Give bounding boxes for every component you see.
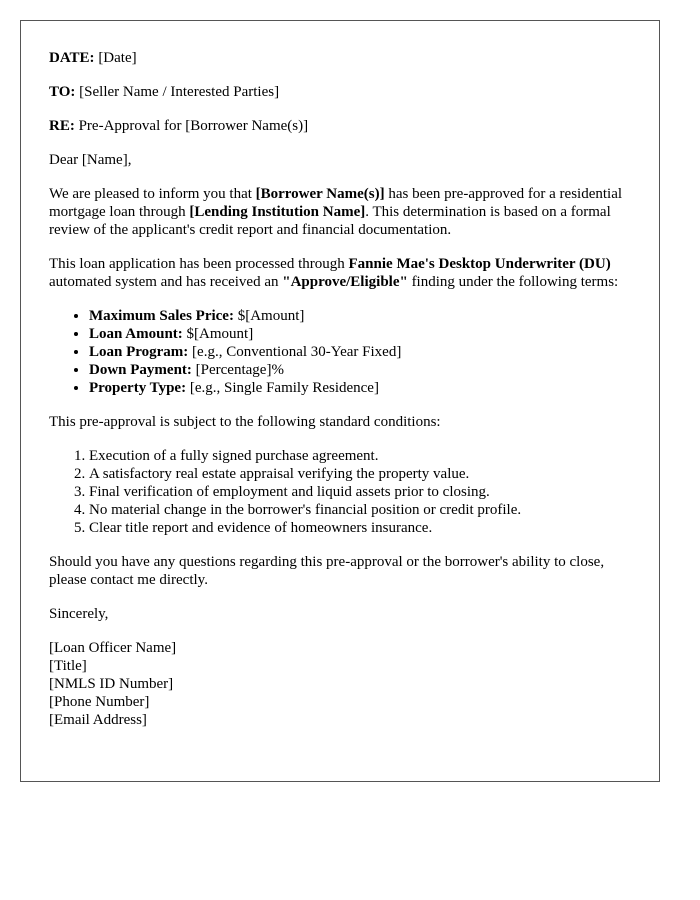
list-item <box>89 325 631 343</box>
term-label: Maximum Sales Price: <box>89 308 234 324</box>
borrower-name: [Borrower Name(s)] <box>255 186 385 202</box>
conditions-intro: This pre-approval is subject to the following standard conditions: <box>49 414 441 430</box>
intro-text-1: We are pleased to inform you that <box>49 186 256 202</box>
term-value: [e.g., Conventional 30-Year Fixed] <box>188 344 402 360</box>
term-label: Down Payment: <box>89 362 192 378</box>
list-item: 1. Execution of a fully signed purchase agreement. <box>89 447 631 465</box>
letter <box>20 20 660 782</box>
lending-institution: [Lending Institution Name] <box>189 204 366 220</box>
closing-paragraph: Should you have any questions regarding this pre-approval or the borrower's ability to close, please contact me directly. <box>49 554 605 588</box>
to-line <box>49 83 631 101</box>
officer-title: [Title] <box>49 658 87 674</box>
list-item <box>89 379 631 397</box>
du-text-2: automated system and has received an <box>49 274 283 290</box>
re-value: Pre-Approval for [Borrower Name(s)] <box>74 118 309 134</box>
date-line <box>49 49 631 67</box>
du-text-1: This loan application has been processed through <box>49 256 349 272</box>
term-value: [Percentage]% <box>191 362 284 378</box>
signoff: Sincerely, <box>49 606 109 622</box>
list-item <box>89 307 631 325</box>
du-system-name: Fannie Mae's Desktop Underwriter (DU) <box>348 256 611 272</box>
term-label: Property Type: <box>89 380 187 396</box>
intro-text-2: has been pre-approved for a residential mortgage loan through <box>49 186 623 220</box>
to-label: TO: <box>49 84 76 100</box>
term-value: $[Amount] <box>182 326 254 342</box>
to-value: [Seller Name / Interested Parties] <box>75 84 280 100</box>
email-address: [Email Address] <box>49 712 147 728</box>
intro-paragraph <box>49 185 631 239</box>
list-item <box>89 361 631 379</box>
salutation: Dear [Name], <box>49 152 132 168</box>
intro-text-3: . This determination is based on a formal review of the applicant's credit report and financial documentation. <box>49 204 611 238</box>
terms-list <box>49 307 631 397</box>
conditions-list <box>49 447 631 537</box>
phone-number: [Phone Number] <box>49 694 150 710</box>
du-paragraph <box>49 255 631 291</box>
nmls-id: [NMLS ID Number] <box>49 676 174 692</box>
list-item: 5. Clear title report and evidence of homeowners insurance. <box>89 519 631 537</box>
list-item: 2. A satisfactory real estate appraisal verifying the property value. <box>89 465 631 483</box>
list-item <box>89 343 631 361</box>
term-label: Loan Program: <box>89 344 189 360</box>
re-line <box>49 117 631 135</box>
date-value: [Date] <box>94 50 137 66</box>
du-text-3: finding under the following terms: <box>407 274 619 290</box>
term-label: Loan Amount: <box>89 326 183 342</box>
date-label: DATE: <box>49 50 95 66</box>
list-item: 4. No material change in the borrower's financial position or credit profile. <box>89 501 631 519</box>
term-value: $[Amount] <box>233 308 305 324</box>
signature-block <box>49 639 631 729</box>
officer-name: [Loan Officer Name] <box>49 640 177 656</box>
du-finding: "Approve/Eligible" <box>282 274 408 290</box>
term-value: [e.g., Single Family Residence] <box>186 380 379 396</box>
re-label: RE: <box>49 118 75 134</box>
list-item: 3. Final verification of employment and liquid assets prior to closing. <box>89 483 631 501</box>
